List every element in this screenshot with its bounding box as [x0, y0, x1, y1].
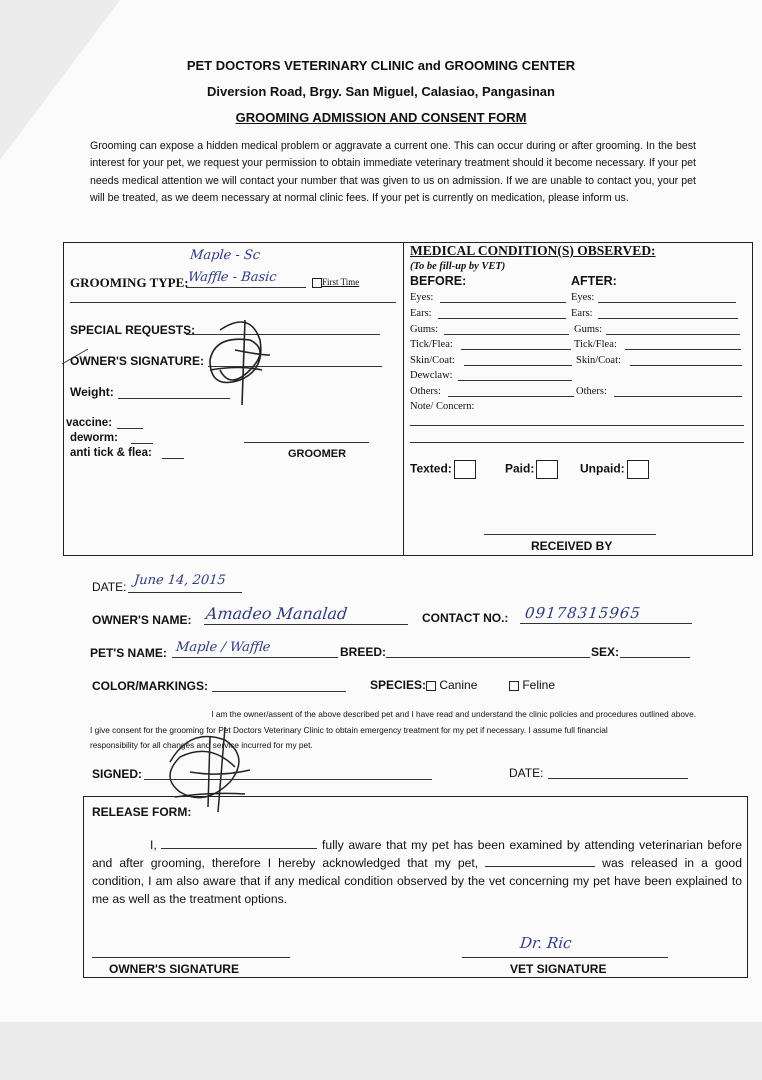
release-i: I,	[150, 838, 157, 852]
canine-checkbox[interactable]	[426, 681, 436, 691]
consent-line-2: I give consent for the grooming for Pet Doctors Veterinary Clinic to obtain emergency treatment for my pet if necessary. I assume full financial	[90, 725, 608, 735]
consent-line-1: I am the owner/assent of the above described pet and I have read and understand the clinic policies and procedures outlined above.	[211, 709, 696, 719]
box-divider	[403, 243, 404, 555]
pet-name-label: PET'S NAME:	[90, 646, 167, 660]
before-dewclaw-field[interactable]	[458, 380, 572, 381]
grooming-type-handwritten-1: Maple - Sc	[189, 248, 261, 263]
canine-label: Canine	[439, 678, 478, 692]
contact-field[interactable]	[520, 623, 692, 624]
breed-label: BREED:	[340, 645, 387, 659]
weight-field[interactable]	[118, 398, 230, 399]
pet-name-value: Maple / Waffle	[175, 640, 272, 655]
contact-value: 09178315965	[524, 604, 642, 622]
after-skin-field[interactable]	[630, 365, 742, 366]
before-eyes-label: Eyes:	[410, 292, 434, 303]
release-text-b: fully aware that my pet has been examined by attending veterinarian before and after grooming, therefore I hereby acknowledged that my pet,	[92, 838, 743, 870]
after-others-field[interactable]	[614, 396, 742, 397]
release-pet-field[interactable]	[485, 856, 595, 867]
owner-name-value: Amadeo Manalad	[205, 604, 349, 623]
medical-title: MEDICAL CONDITION(S) OBSERVED:	[410, 243, 656, 258]
before-ears-field[interactable]	[438, 318, 566, 319]
before-gums-field[interactable]	[444, 334, 569, 335]
deworm-field[interactable]	[131, 443, 153, 444]
species-label: SPECIES:	[370, 678, 427, 692]
clinic-address: Diversion Road, Brgy. San Miguel, Calasiao, Pangasinan	[207, 84, 555, 99]
first-time-checkbox[interactable]	[312, 278, 322, 288]
before-dewclaw-label: Dewclaw:	[410, 370, 453, 381]
feline-label: Feline	[522, 678, 556, 692]
pet-name-field[interactable]	[172, 657, 338, 658]
medical-subtitle: (To be fill-up by VET)	[410, 261, 506, 272]
release-text-c: was released in a good condition, I am also aware that if any medical condition observed by the vet concerning my pet have been explained to me as well as the treatment options.	[92, 856, 742, 906]
deworm-label: deworm:	[70, 432, 118, 444]
color-markings-label: COLOR/MARKINGS:	[92, 679, 208, 693]
after-skin-label: Skin/Coat:	[576, 355, 621, 366]
weight-label: Weight:	[70, 385, 114, 399]
texted-option[interactable]	[410, 460, 476, 479]
before-label: BEFORE:	[410, 274, 467, 288]
clinic-name: PET DOCTORS VETERINARY CLINIC and GROOMING CENTER	[186, 58, 576, 73]
after-tick-label: Tick/Flea:	[574, 339, 617, 350]
paid-checkbox[interactable]	[536, 460, 558, 479]
release-title: RELEASE FORM:	[92, 805, 192, 819]
folded-corner	[0, 0, 120, 160]
special-requests-label: SPECIAL REQUESTS:	[70, 323, 196, 337]
grooming-type-label: GROOMING TYPE:	[70, 275, 189, 290]
note-line-2[interactable]	[410, 442, 744, 443]
after-others-label: Others:	[576, 386, 607, 397]
after-ears-field[interactable]	[598, 318, 738, 319]
vaccine-label: vaccine:	[66, 417, 113, 429]
date-label: DATE:	[92, 580, 127, 594]
form-title: GROOMING ADMISSION AND CONSENT FORM	[235, 110, 527, 125]
feline-checkbox[interactable]	[509, 681, 519, 691]
color-markings-field[interactable]	[212, 691, 346, 692]
after-tick-field[interactable]	[625, 349, 741, 350]
before-ears-label: Ears:	[410, 308, 432, 319]
before-eyes-field[interactable]	[440, 302, 566, 303]
anti-tick-label: anti tick & flea:	[70, 447, 152, 459]
note-line-1[interactable]	[410, 425, 744, 426]
after-gums-label: Gums:	[574, 324, 603, 335]
release-vet-signature-label: VET SIGNATURE	[510, 962, 607, 976]
release-owner-signature-line[interactable]	[92, 957, 290, 958]
before-tick-field[interactable]	[461, 349, 571, 350]
before-others-field[interactable]	[448, 396, 574, 397]
date-field[interactable]	[128, 592, 242, 593]
owner-signature-scribble	[190, 310, 280, 410]
first-time-option[interactable]	[312, 277, 359, 288]
texted-checkbox[interactable]	[454, 460, 476, 479]
grooming-separator-line	[70, 302, 396, 303]
feline-option[interactable]	[509, 678, 555, 692]
after-label: AFTER:	[571, 274, 617, 288]
breed-field[interactable]	[386, 657, 590, 658]
anti-tick-field[interactable]	[162, 458, 184, 459]
signed-label: SIGNED:	[92, 767, 143, 781]
paid-label: Paid:	[505, 461, 535, 476]
received-by-line[interactable]	[484, 534, 656, 535]
sex-field[interactable]	[620, 657, 690, 658]
contact-label: CONTACT NO.:	[422, 611, 509, 625]
release-name-field[interactable]	[161, 838, 317, 849]
after-ears-label: Ears:	[571, 308, 593, 319]
canine-option[interactable]	[426, 678, 477, 692]
before-tick-label: Tick/Flea:	[410, 339, 453, 350]
before-skin-label: Skin/Coat:	[410, 355, 455, 366]
grooming-type-handwritten-2: Waffle - Basic	[187, 270, 278, 285]
unpaid-label: Unpaid:	[580, 461, 625, 476]
note-concern-label: Note/ Concern:	[410, 401, 475, 412]
received-by-label: RECEIVED BY	[531, 539, 613, 553]
release-paragraph	[92, 836, 742, 908]
consent-date-field[interactable]	[548, 778, 688, 779]
after-eyes-label: Eyes:	[571, 292, 595, 303]
after-gums-field[interactable]	[606, 334, 740, 335]
vaccine-field[interactable]	[117, 428, 143, 429]
first-time-label: First Time	[322, 277, 360, 287]
release-vet-signature-line[interactable]	[462, 957, 668, 958]
before-gums-label: Gums:	[410, 324, 439, 335]
paid-option[interactable]	[505, 460, 558, 479]
vet-signature-value: Dr. Ric	[519, 934, 573, 952]
owner-signature-label: OWNER'S SIGNATURE:	[70, 354, 204, 368]
groomer-label: GROOMER	[288, 448, 347, 460]
consent-line-3: responsibility for all changes and service incurred for my pet.	[90, 740, 313, 750]
owner-name-field[interactable]	[204, 624, 408, 625]
owner-name-label: OWNER'S NAME:	[92, 613, 192, 627]
release-owner-signature-label: OWNER'S SIGNATURE	[109, 962, 239, 976]
consent-date-label: DATE:	[509, 766, 544, 780]
intro-paragraph: Grooming can expose a hidden medical problem or aggravate a current one. This can occur during or after grooming. In the best interest for your pet, we request your permission to obtain immediate veterinary treatment should it become necessary. If your pet needs medical attention we will contact your number that was given to us on admission. If we are unable to contact you, your pet will be treated, as we deem necessary at normal clinic fees. If your pet is currently on medication, please inform us.	[90, 140, 696, 205]
unpaid-option[interactable]	[580, 460, 649, 479]
before-skin-field[interactable]	[464, 365, 572, 366]
grooming-type-line	[186, 287, 306, 288]
sex-label: SEX:	[591, 645, 620, 659]
unpaid-checkbox[interactable]	[627, 460, 649, 479]
after-eyes-field[interactable]	[598, 302, 736, 303]
date-value: June 14, 2015	[133, 573, 227, 588]
groomer-signature-line[interactable]	[244, 442, 369, 443]
before-others-label: Others:	[410, 386, 441, 397]
texted-label: Texted:	[410, 461, 452, 476]
